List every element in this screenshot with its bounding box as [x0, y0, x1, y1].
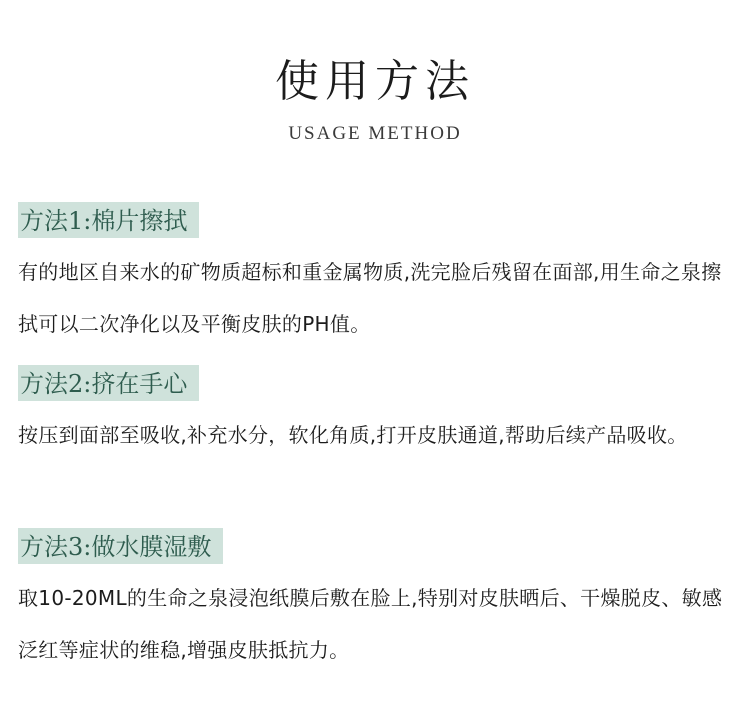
page-title: 使用方法	[275, 56, 475, 107]
method-body-3: 取10-20ML的生命之泉浸泡纸膜后敷在脸上,特别对皮肤晒后、干燥脱皮、敏感泛红等症状的维稳,增强皮肤抵抗力。	[18, 586, 723, 662]
method-section-2	[18, 365, 733, 461]
method-heading-2: 方法2:挤在手心	[18, 365, 199, 401]
method-body-1: 有的地区自来水的矿物质超标和重金属物质,洗完脸后残留在面部,用生命之泉擦拭可以二次净化以及平衡皮肤的PH值。	[18, 260, 722, 336]
method-section-3	[18, 528, 733, 676]
method-heading-1: 方法1:棉片擦拭	[18, 202, 199, 238]
method-section-1	[18, 202, 733, 350]
method-body-2: 按压到面部至吸收,补充水分，软化角质,打开皮肤通道,帮助后续产品吸收。	[18, 423, 688, 447]
method-heading-3: 方法3:做水膜湿敷	[18, 528, 223, 564]
page-subtitle: USAGE METHOD	[288, 123, 462, 144]
